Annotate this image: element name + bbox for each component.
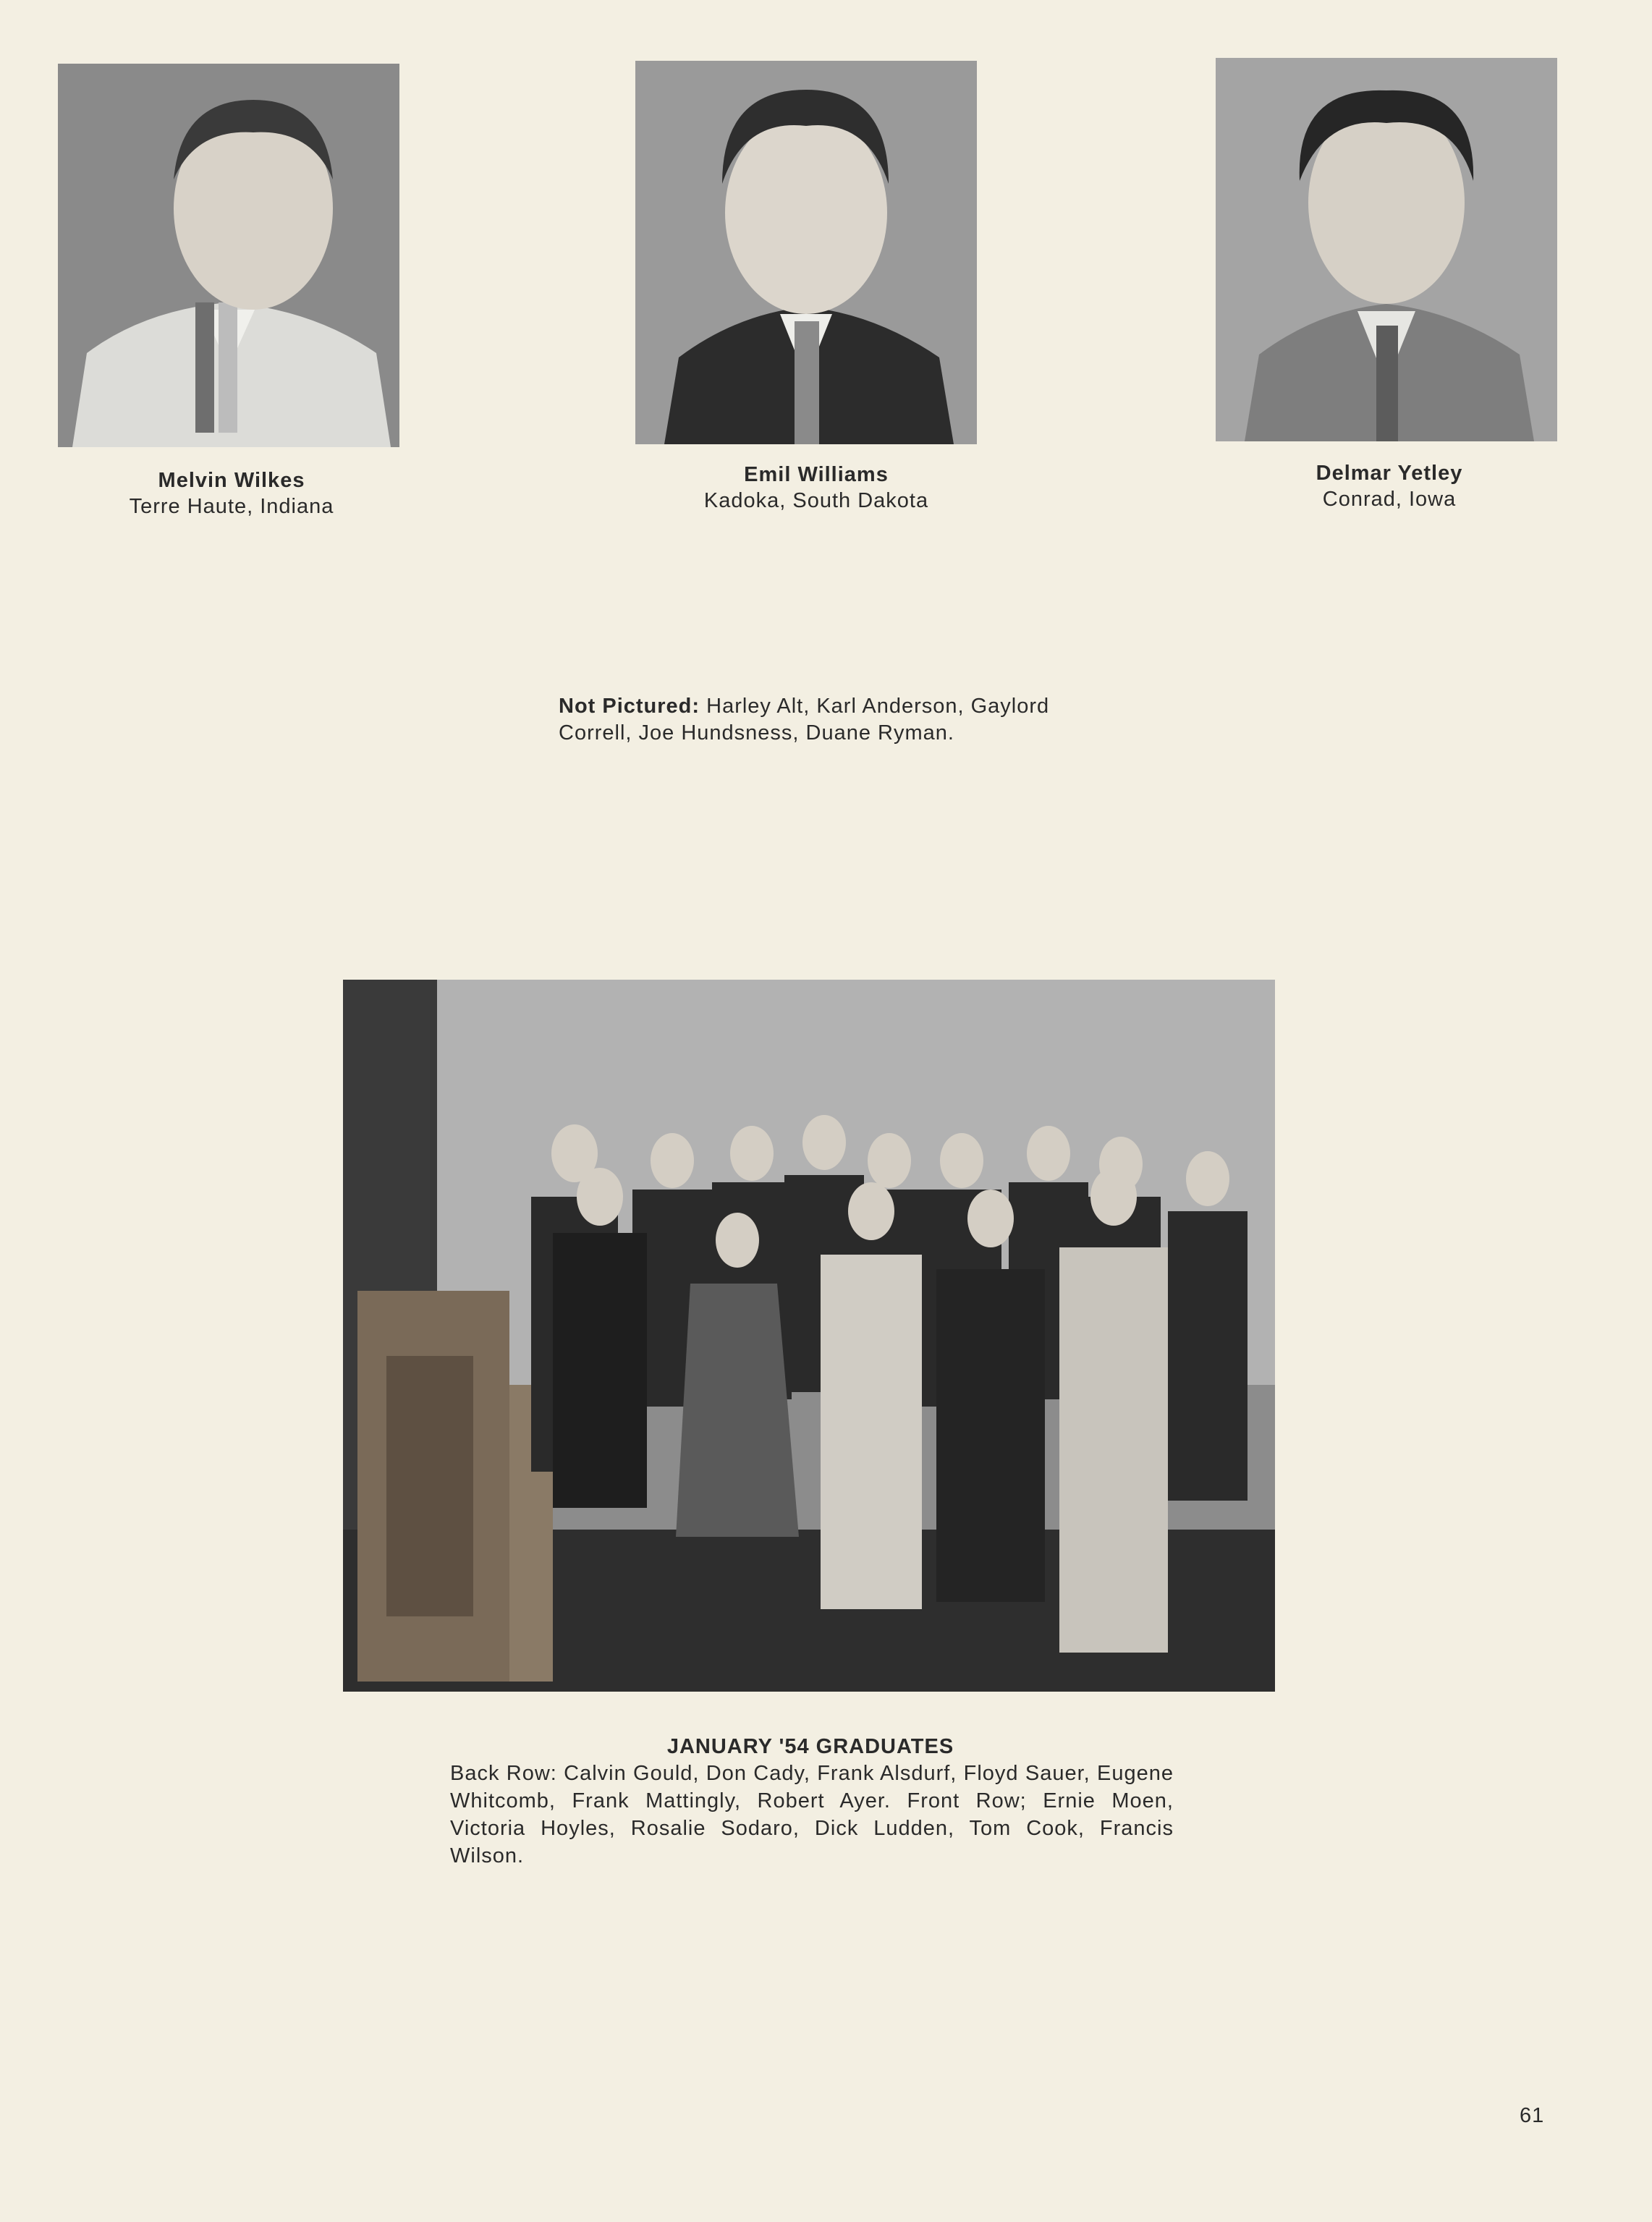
page-number: 61 <box>1520 2104 1545 2127</box>
portrait-caption-2 <box>628 462 1004 514</box>
portrait-name: Emil Williams <box>744 463 889 486</box>
not-pictured-names: Harley Alt, Karl Anderson, Gaylord Correll, Joe Hundsness, Duane Ryman. <box>559 695 1050 745</box>
group-photo-title: JANUARY '54 GRADUATES <box>666 1735 954 1758</box>
portrait-caption-1 <box>43 467 420 520</box>
not-pictured-note <box>559 693 1109 747</box>
portrait-photo-emil-williams <box>635 61 977 444</box>
group-photo <box>343 980 1275 1692</box>
portrait-name: Delmar Yetley <box>1316 462 1463 485</box>
portrait-location: Conrad, Iowa <box>1322 488 1457 511</box>
group-photo-caption: Back Row: Calvin Gould, Don Cady, Frank Alsdurf, Floyd Sauer, Eugene Whitcomb, Frank Mattingly, Robert Ayer. Front Row; Ernie Moen, Victoria Hoyles, Rosalie Sodaro, Dick Ludden, Tom Cook, Francis Wilson. <box>450 1762 1174 1867</box>
portrait-name: Melvin Wilkes <box>158 469 305 492</box>
not-pictured-label: Not Pictured: <box>559 695 700 718</box>
portrait-photo-delmar-yetley <box>1216 58 1557 441</box>
portrait-photo-melvin-wilkes <box>58 64 399 447</box>
portrait-location: Kadoka, South Dakota <box>703 489 929 512</box>
portrait-caption-3 <box>1201 460 1577 512</box>
portrait-location: Terre Haute, Indiana <box>129 495 334 518</box>
